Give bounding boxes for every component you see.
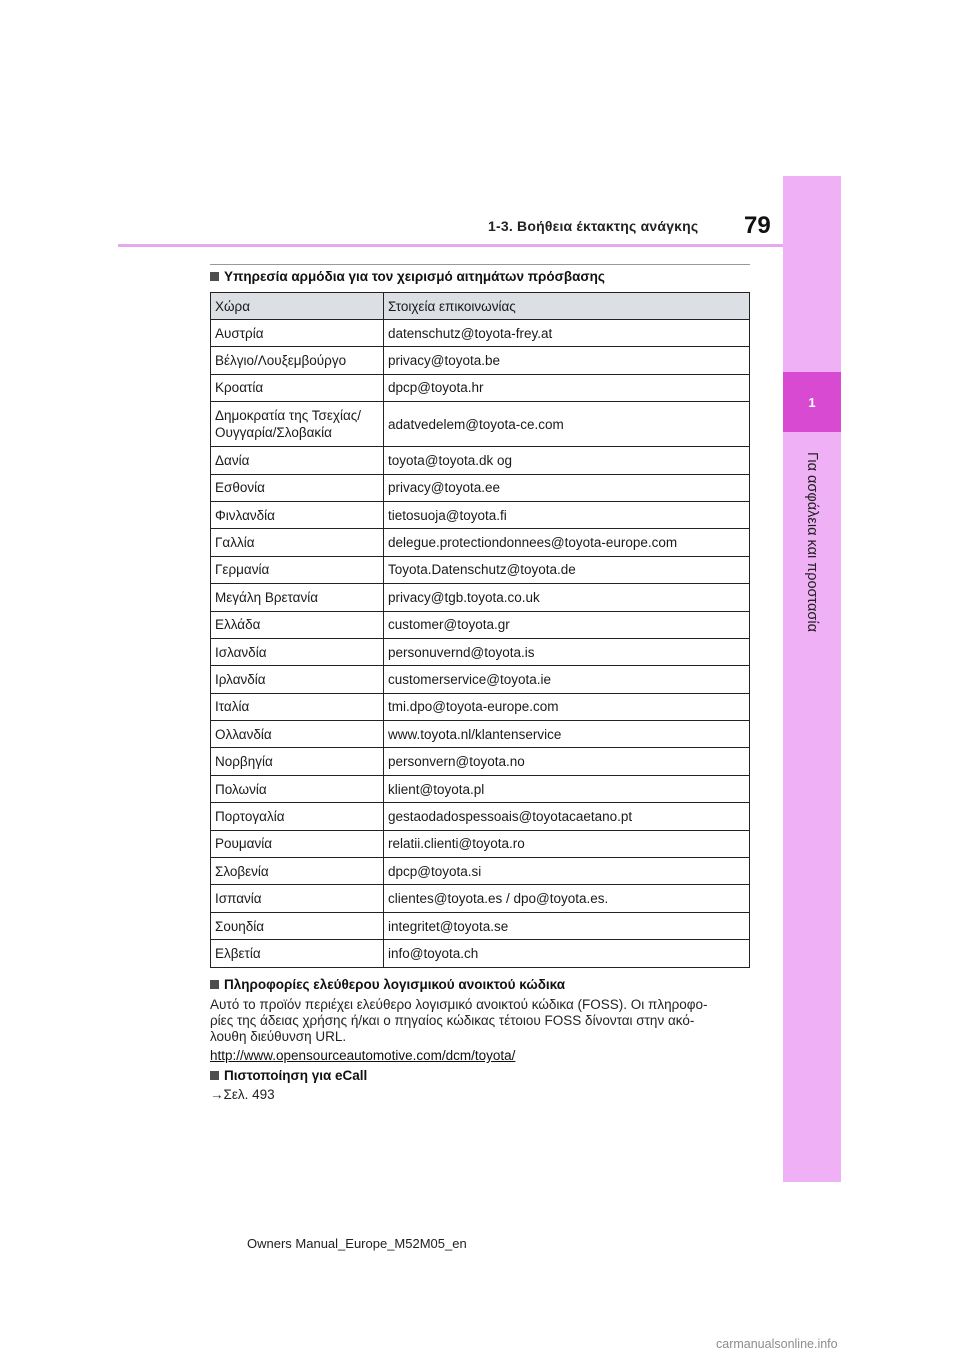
square-bullet-icon [210,272,219,281]
section-divider [210,264,750,265]
table-row [211,501,750,528]
country-cell: Κροατία [211,374,384,401]
contact-cell: tietosuoja@toyota.fi [384,501,750,528]
chapter-number: 1 [808,394,816,410]
contact-cell: customerservice@toyota.ie [384,666,750,693]
country-cell: Ολλανδία [211,721,384,748]
country-cell: Σουηδία [211,912,384,939]
table-row [211,347,750,374]
contact-cell: privacy@toyota.ee [384,474,750,501]
square-bullet-icon [210,980,219,989]
country-cell: Ιρλανδία [211,666,384,693]
contact-cell: delegue.protectiondonnees@toyota-europe.com [384,529,750,556]
contact-cell: info@toyota.ch [384,940,750,967]
contact-cell: dpcp@toyota.hr [384,374,750,401]
country-cell: Γαλλία [211,529,384,556]
foss-url-link[interactable]: http://www.opensourceautomotive.com/dcm/toyota/ [210,1048,516,1063]
table-header-row [211,293,750,320]
table-row [211,803,750,830]
contact-cell: www.toyota.nl/klantenservice [384,721,750,748]
page-number: 79 [744,212,771,239]
table-row [211,885,750,912]
table-row [211,912,750,939]
chapter-title-vertical: Για ασφάλεια και προστασία [804,452,820,632]
table-row [211,447,750,474]
contact-cell: relatii.clienti@toyota.ro [384,830,750,857]
table-row [211,721,750,748]
table-row [211,611,750,638]
contacts-table [210,292,750,968]
table-row [211,320,750,347]
country-cell: Πολωνία [211,775,384,802]
column-header-country: Χώρα [211,293,384,320]
contact-cell: privacy@toyota.be [384,347,750,374]
section-heading-foss: Πληροφορίες ελεύθερου λογισμικού ανοικτού κώδικα [210,977,565,992]
table-row [211,858,750,885]
country-cell: Νορβηγία [211,748,384,775]
header-section-title: 1-3. Βοήθεια έκτακτης ανάγκης [488,218,699,234]
country-cell: Μεγάλη Βρετανία [211,584,384,611]
country-cell: Δημοκρατία της Τσεχίας/ Ουγγαρία/Σλοβακία [211,402,384,447]
table-row [211,529,750,556]
table-row [211,638,750,665]
watermark: carmanualsonline.info [716,1337,838,1351]
table-row [211,830,750,857]
country-cell: Φινλανδία [211,501,384,528]
foss-paragraph: Αυτό το προϊόν περιέχει ελεύθερο λογισμικό ανοικτού κώδικα (FOSS). Οι πληροφο- ρίες της άδειας χρήσης ή/και ο πηγαίος κώδικας τέτοιου FOSS δίνονται στην ακό- λουθη διεύθυνση URL. [210,997,708,1044]
country-cell: Πορτογαλία [211,803,384,830]
contact-cell: customer@toyota.gr [384,611,750,638]
table-row [211,940,750,967]
country-cell: Ρουμανία [211,830,384,857]
contact-cell: tmi.dpo@toyota-europe.com [384,693,750,720]
country-cell: Σλοβενία [211,858,384,885]
country-cell: Ιταλία [211,693,384,720]
contact-cell: adatvedelem@toyota-ce.com [384,402,750,447]
contact-cell: klient@toyota.pl [384,775,750,802]
country-cell: Ισλανδία [211,638,384,665]
table-row [211,584,750,611]
country-cell: Ισπανία [211,885,384,912]
table-row [211,374,750,401]
contact-cell: privacy@tgb.toyota.co.uk [384,584,750,611]
chapter-tab[interactable] [783,372,841,432]
table-row [211,556,750,583]
table-row [211,693,750,720]
country-cell: Αυστρία [211,320,384,347]
country-cell: Βέλγιο/Λουξεμβούργο [211,347,384,374]
contact-cell: datenschutz@toyota-frey.at [384,320,750,347]
table-row [211,474,750,501]
column-header-contact: Στοιχεία επικοινωνίας [384,293,750,320]
contact-cell: Toyota.Datenschutz@toyota.de [384,556,750,583]
footer-manual-id: Owners Manual_Europe_M52M05_en [247,1236,467,1251]
section-heading-access-requests: Υπηρεσία αρμόδια για τον χειρισμό αιτημάτων πρόσβασης [210,269,605,284]
contact-cell: personuvernd@toyota.is [384,638,750,665]
page-reference-link[interactable]: →Σελ. 493 [210,1087,275,1102]
section-heading-ecall: Πιστοποίηση για eCall [210,1068,367,1083]
table-row [211,748,750,775]
contact-cell: clientes@toyota.es / dpo@toyota.es. [384,885,750,912]
table-row [211,402,750,447]
country-cell: Ελλάδα [211,611,384,638]
side-band [783,176,841,1182]
table-row [211,775,750,802]
contact-cell: personvern@toyota.no [384,748,750,775]
country-cell: Δανία [211,447,384,474]
country-cell: Γερμανία [211,556,384,583]
country-cell: Ελβετία [211,940,384,967]
contact-cell: integritet@toyota.se [384,912,750,939]
contact-cell: gestaodadospessoais@toyotacaetano.pt [384,803,750,830]
contact-cell: dpcp@toyota.si [384,858,750,885]
contact-cell: toyota@toyota.dk og [384,447,750,474]
header-divider [118,244,783,247]
square-bullet-icon [210,1071,219,1080]
country-cell: Εσθονία [211,474,384,501]
table-row [211,666,750,693]
